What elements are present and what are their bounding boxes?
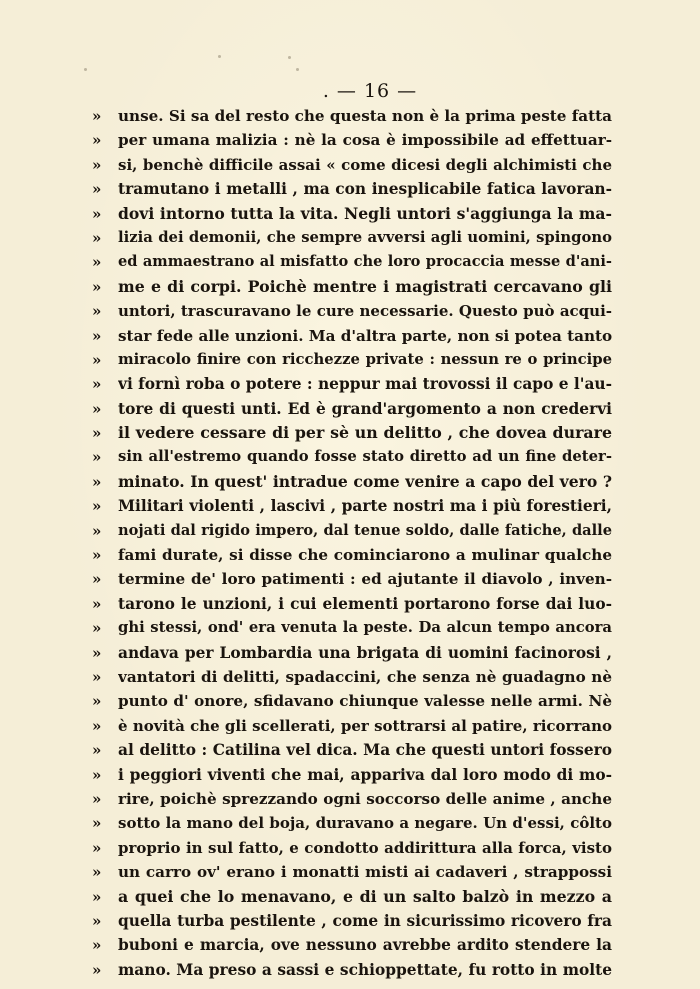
line-text: me e di corpi. Poichè mentre i magistrati cercavano gli: [118, 276, 612, 296]
line-text: si, benchè difficile assai « come dicesi degli alchimisti che: [118, 155, 612, 174]
line-text: proprio in sul fatto, e condotto addirittura alla forca, visto: [118, 838, 612, 857]
line-text: rire, poichè sprezzando ogni soccorso delle anime , anche: [118, 789, 612, 808]
quotation-marker: »: [92, 302, 102, 321]
quotation-marker: »: [92, 765, 102, 784]
quotation-marker: »: [92, 960, 102, 979]
text-line: [92, 933, 612, 957]
text-line: [92, 519, 612, 543]
quotation-marker: »: [92, 277, 102, 296]
text-line: [92, 738, 612, 762]
line-text: a quei che lo menavano, e di un salto balzò in mezzo a: [118, 886, 612, 906]
quotation-marker: »: [92, 594, 102, 613]
text-line: [92, 153, 612, 177]
quotation-marker: »: [92, 692, 102, 711]
text-line: [92, 763, 612, 787]
text-line: [92, 128, 612, 152]
line-text: un carro ov' erano i monatti misti ai cadaveri , strappossi: [118, 863, 612, 882]
text-line: [92, 348, 612, 372]
quotation-marker: »: [92, 155, 102, 174]
text-line: [92, 372, 612, 396]
quotation-marker: »: [92, 180, 102, 199]
line-text: punto d' onore, sfidavano chiunque valesse nelle armi. Nè: [118, 692, 612, 711]
quotation-marker: »: [92, 228, 102, 247]
quotation-marker: »: [92, 716, 102, 735]
text-line: [92, 567, 612, 591]
paper-speck: [288, 56, 291, 59]
quotation-marker: »: [92, 887, 102, 906]
text-line: [92, 787, 612, 811]
line-text: buboni e marcia, ove nessuno avrebbe ardito stendere la: [118, 936, 612, 955]
text-line: [92, 250, 612, 274]
line-text: ed ammaestrano al misfatto che loro procaccia messe d'ani-: [118, 253, 612, 271]
text-line: [92, 104, 612, 128]
text-line: [92, 836, 612, 860]
text-line: [92, 811, 612, 835]
line-text: tore di questi unti. Ed è grand'argomento a non credervi: [118, 399, 612, 418]
quotation-marker: »: [92, 546, 102, 565]
text-line: [92, 397, 612, 421]
quotation-marker: »: [92, 448, 102, 467]
text-line: [92, 665, 612, 689]
line-text: nojati dal rigido impero, dal tenue soldo, dalle fatiche, dalle: [118, 521, 612, 539]
text-line: [92, 421, 612, 445]
quotation-marker: »: [92, 253, 102, 272]
line-text: quella turba pestilente , come in sicurissimo ricovero fra: [118, 911, 612, 930]
text-line: [92, 177, 612, 201]
text-line: [92, 909, 612, 933]
text-line: [92, 324, 612, 348]
line-text: sin all'estremo quando fosse stato diretto ad un fine deter-: [118, 448, 612, 466]
quotation-marker: »: [92, 521, 102, 540]
text-line: [92, 202, 612, 226]
paper-speck: [84, 68, 87, 71]
text-line: [92, 958, 612, 982]
quotation-marker: »: [92, 472, 102, 491]
line-text: sotto la mano del boja, duravano a negare. Un d'essi, côlto: [118, 814, 612, 833]
text-line: [92, 299, 612, 323]
line-text: mano. Ma preso a sassi e schioppettate, fu rotto in molte: [118, 960, 612, 979]
line-text: tarono le unzioni, i cui elementi portarono forse dai luo-: [118, 594, 612, 613]
quotation-marker: »: [92, 619, 102, 638]
quotation-marker: »: [92, 643, 102, 662]
page-number: . — 16 —: [322, 80, 418, 102]
line-text: unse. Si sa del resto che questa non è la prima peste fatta: [118, 107, 612, 125]
quotation-marker: »: [92, 911, 102, 930]
body-text: [92, 104, 612, 982]
text-line: [92, 226, 612, 250]
text-line: [92, 714, 612, 738]
line-text: ghi stessi, ond' era venuta la peste. Da alcun tempo ancora: [118, 619, 612, 637]
text-line: [92, 445, 612, 469]
line-text: miracolo finire con ricchezze private : nessun re o principe: [118, 350, 612, 368]
line-text: per umana malizia : nè la cosa è impossibile ad effettuar-: [118, 131, 612, 150]
paper-speck: [296, 68, 299, 71]
text-line: [92, 641, 612, 665]
text-line: [92, 275, 612, 299]
text-line: [92, 885, 612, 909]
quotation-marker: »: [92, 741, 102, 760]
quotation-marker: »: [92, 375, 102, 394]
quotation-marker: »: [92, 814, 102, 833]
quotation-marker: »: [92, 570, 102, 589]
quotation-marker: »: [92, 350, 102, 369]
text-line: [92, 543, 612, 567]
line-text: è novità che gli scellerati, per sottrarsi al patire, ricorrano: [118, 716, 612, 735]
quotation-marker: »: [92, 326, 102, 345]
quotation-marker: »: [92, 838, 102, 857]
line-text: andava per Lombardia una brigata di uomini facinorosi ,: [118, 643, 612, 662]
line-text: termine de' loro patimenti : ed ajutante il diavolo , inven-: [118, 570, 612, 589]
line-text: dovi intorno tutta la vita. Negli untori s'aggiunga la ma-: [118, 203, 612, 223]
text-line: [92, 689, 612, 713]
quotation-marker: »: [92, 424, 102, 443]
quotation-marker: »: [92, 667, 102, 686]
paper-speck: [218, 55, 221, 58]
line-text: minato. In quest' intradue come venire a capo del vero ?: [118, 471, 612, 491]
line-text: vantatori di delitti, spadaccini, che senza nè guadagno nè: [118, 667, 612, 686]
text-line: [92, 616, 612, 640]
quotation-marker: »: [92, 399, 102, 418]
quotation-marker: »: [92, 789, 102, 808]
line-text: star fede alle unzioni. Ma d'altra parte, non si potea tanto: [118, 326, 612, 345]
line-text: i peggiori viventi che mai, appariva dal loro modo di mo-: [118, 765, 612, 784]
text-line: [92, 494, 612, 518]
text-line: [92, 860, 612, 884]
line-text: il vedere cessare di per sè un delitto , che dovea durare: [118, 423, 612, 443]
quotation-marker: »: [92, 204, 102, 223]
line-text: al delitto : Catilina vel dica. Ma che questi untori fossero: [118, 741, 612, 760]
text-line: [92, 470, 612, 494]
quotation-marker: »: [92, 936, 102, 955]
quotation-marker: »: [92, 107, 102, 125]
line-text: tramutano i metalli , ma con inesplicabile fatica lavoran-: [118, 180, 612, 199]
text-line: [92, 592, 612, 616]
line-text: fami durate, si disse che cominciarono a mulinar qualche: [118, 546, 612, 565]
line-text: untori, trascuravano le cure necessarie. Questo può acqui-: [118, 302, 612, 321]
line-text: Militari violenti , lascivi , parte nostri ma i più forestieri,: [118, 497, 612, 516]
quotation-marker: »: [92, 863, 102, 882]
quotation-marker: »: [92, 497, 102, 516]
line-text: vi fornì roba o potere : neppur mai trovossi il capo e l'au-: [118, 375, 612, 394]
line-text: lizia dei demonii, che sempre avversi agli uomini, spingono: [118, 228, 612, 246]
quotation-marker: »: [92, 131, 102, 150]
